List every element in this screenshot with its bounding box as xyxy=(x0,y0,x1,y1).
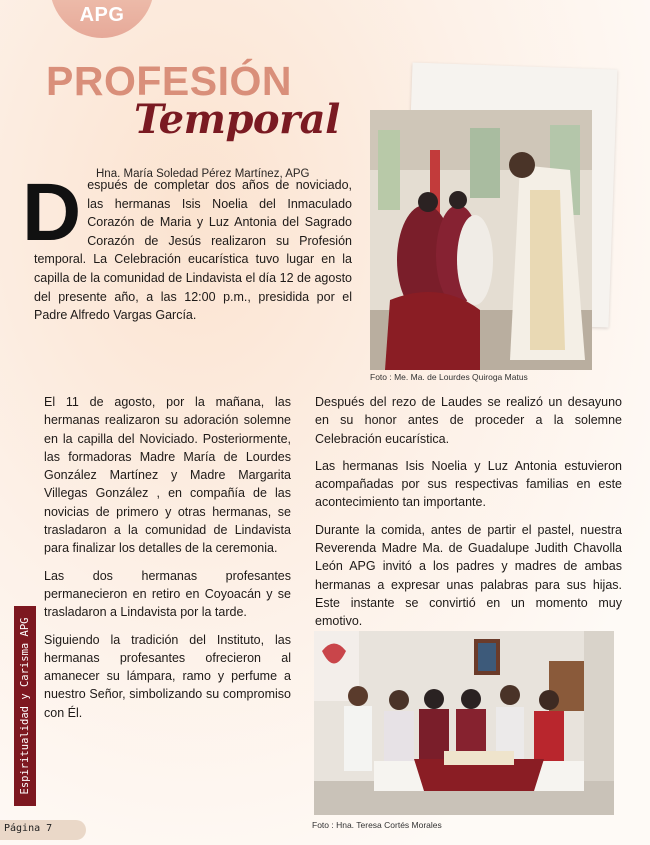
photo-credit: Foto : Hna. Teresa Cortés Morales xyxy=(312,820,442,830)
photo-credit: Foto : Me. Ma. de Lourdes Quiroga Matus xyxy=(370,372,528,382)
author-byline: Hna. María Soledad Pérez Martínez, APG xyxy=(96,168,310,180)
section-sidebar-label: Espiritualidad y Carisma APG xyxy=(19,617,31,795)
drop-cap: D xyxy=(22,167,82,258)
paragraph: Las hermanas Isis Noelia y Luz Antonia estuvieron acompañadas por sus respectivas familias en este acontecimiento tan importante. xyxy=(315,458,622,510)
paragraph: Siguiendo la tradición del Instituto, las hermanas profesantes ofrecieron al amanecer su lámpara, ramo y perfume a nuestro Señor, simbolizando su compromiso con Él. xyxy=(44,632,291,720)
left-column xyxy=(44,393,291,731)
paragraph: Las dos hermanas profesantes permanecieron en retiro en Coyoacán y se trasladaron a Lindavista por la tarde. xyxy=(44,568,291,620)
celebration-photo xyxy=(314,631,614,815)
page-number: Página 7 xyxy=(4,823,53,834)
ceremony-photo-illustration xyxy=(370,110,592,370)
paragraph: Después del rezo de Laudes se realizó un desayuno en su honor antes de proceder a la solemne Celebración eucarística. xyxy=(315,395,622,446)
article-title: PROFESIÓN xyxy=(46,58,292,104)
paragraph: Durante la comida, antes de partir el pastel, nuestra Reverenda Madre Ma. de Guadalupe Judith Chavolla León APG invitó a los padres y madres de ambas hermanas a expresar unas palabras para sus hijas. Este instante se convirtió en un momento muy emotivo. xyxy=(315,522,622,629)
ceremony-photo xyxy=(370,110,592,370)
intro-text: espués de completar dos años de noviciado, las hermanas Isis Noelia del Inmaculado Corazón de Maria y Luz Antonia del Sagrado Corazón de Jesús realizaron su Profesión temporal. La Celebración eucarística tuvo lugar en la capilla de la comunidad de Lindavista el día 12 de agosto del presente año, a las 12:00 p.m., presidida por el Padre Alfredo Vargas García. xyxy=(34,178,352,323)
article-subtitle: Temporal xyxy=(134,96,340,143)
celebration-photo-illustration xyxy=(314,631,614,815)
right-column xyxy=(315,393,622,640)
paragraph: El 11 de agosto, por la mañana, las hermanas realizaron su adoración solemne en la capilla del Noviciado. Posteriormente, las formadoras Madre María de Lourdes González Martínez y Madre Margarita Villegas González , en compañía de las novicias de primero y otras hermanas, se trasladaron a la comunidad de Lindavista para finalizar los detalles de la ceremonia. xyxy=(44,395,291,556)
section-badge: APG xyxy=(50,0,154,38)
